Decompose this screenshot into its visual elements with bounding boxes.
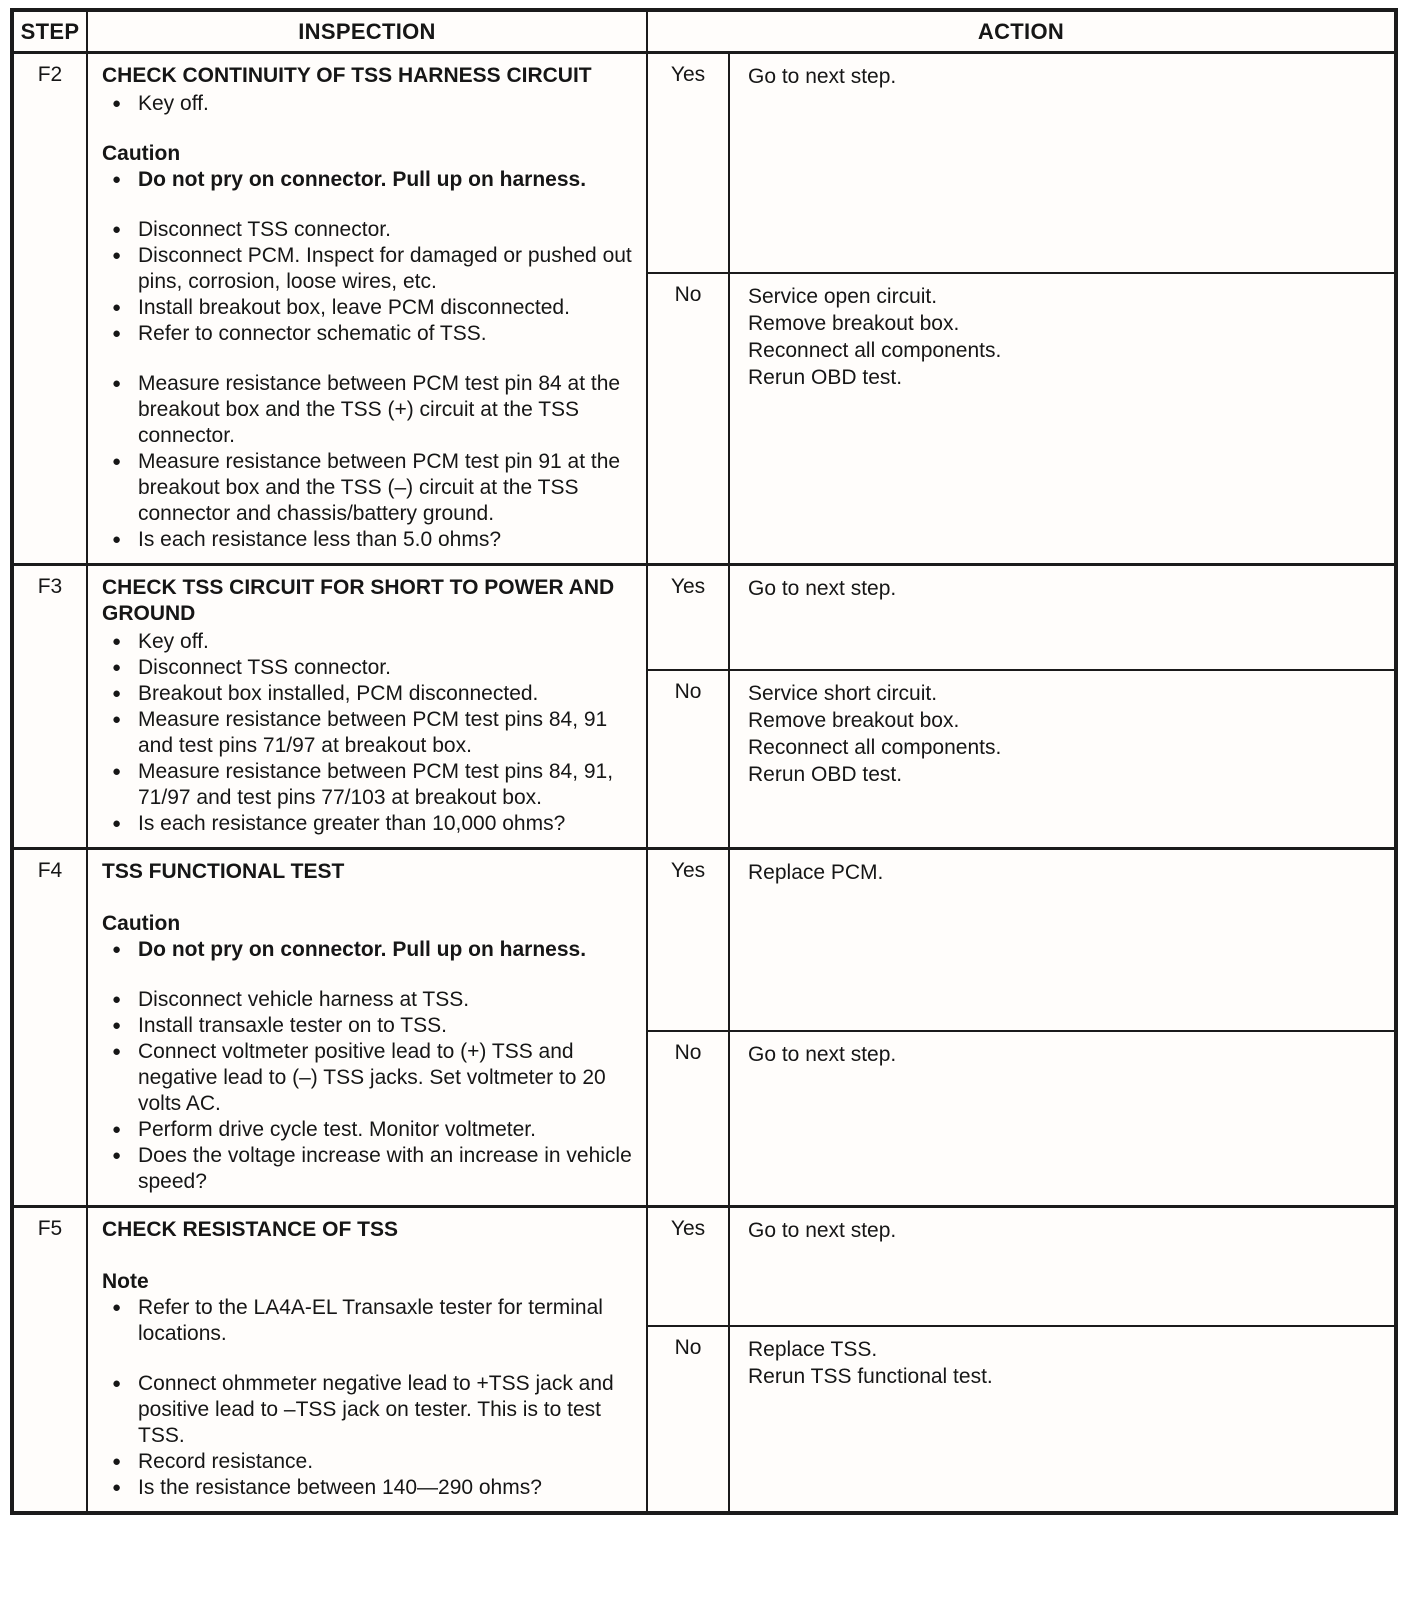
bullet-text: Is each resistance less than 5.0 ohms? bbox=[138, 528, 502, 551]
bullet-text: Do not pry on connector. Pull up on harness. bbox=[138, 168, 587, 191]
bullet-item bbox=[98, 1013, 636, 1039]
bullet-text: Disconnect TSS connector. bbox=[138, 656, 391, 679]
bullet-item bbox=[98, 987, 636, 1013]
action-subrow-no bbox=[648, 1030, 1394, 1205]
step-cell: F5 bbox=[14, 1208, 88, 1511]
action-text bbox=[730, 850, 1394, 1030]
action-subrow-yes bbox=[648, 566, 1394, 669]
bullet-text: Is each resistance greater than 10,000 ohms? bbox=[138, 812, 566, 835]
bullet-icon: ● bbox=[112, 1121, 122, 1138]
bullet-item bbox=[98, 243, 636, 295]
action-line: Reconnect all components. bbox=[748, 736, 1002, 760]
bullet-item bbox=[98, 321, 636, 347]
bullet-icon: ● bbox=[112, 1043, 122, 1060]
step-cell: F4 bbox=[14, 850, 88, 1205]
answer-label: No bbox=[648, 274, 730, 563]
bullet-icon: ● bbox=[112, 1453, 122, 1470]
bullet-icon: ● bbox=[112, 299, 122, 316]
action-subrow-no bbox=[648, 272, 1394, 563]
step-cell: F2 bbox=[14, 54, 88, 563]
bullet-text: Disconnect TSS connector. bbox=[138, 218, 391, 241]
bullet-icon: ● bbox=[112, 711, 122, 728]
bullet-item bbox=[98, 371, 636, 449]
answer-label: Yes bbox=[648, 54, 730, 272]
bullet-icon: ● bbox=[112, 375, 122, 392]
inspection-cell bbox=[88, 850, 648, 1205]
inspection-title: TSS FUNCTIONAL TEST bbox=[102, 860, 345, 883]
action-line: Rerun OBD test. bbox=[748, 763, 903, 787]
answer-label: Yes bbox=[648, 1208, 730, 1325]
answer-label: Yes bbox=[648, 566, 730, 669]
spacer bbox=[98, 963, 636, 987]
bullet-text: Does the voltage increase with an increase in vehicle speed? bbox=[138, 1144, 632, 1193]
bullet-item bbox=[98, 167, 636, 193]
inspection-subtitle: Caution bbox=[102, 142, 181, 165]
action-subrow-yes bbox=[648, 850, 1394, 1030]
bullet-item bbox=[98, 1295, 636, 1347]
bullet-icon: ● bbox=[112, 633, 122, 650]
action-line: Replace TSS. bbox=[748, 1338, 878, 1362]
bullet-icon: ● bbox=[112, 659, 122, 676]
bullet-text: Is the resistance between 140—290 ohms? bbox=[138, 1476, 542, 1499]
table-row bbox=[14, 847, 1394, 1205]
header-step: STEP bbox=[14, 12, 88, 51]
bullet-icon: ● bbox=[112, 325, 122, 342]
bullet-icon: ● bbox=[112, 941, 122, 958]
bullet-icon: ● bbox=[112, 531, 122, 548]
bullet-item bbox=[98, 681, 636, 707]
bullet-icon: ● bbox=[112, 685, 122, 702]
bullet-text: Perform drive cycle test. Monitor voltmeter. bbox=[138, 1118, 536, 1141]
bullet-item bbox=[98, 1371, 636, 1449]
bullet-item bbox=[98, 527, 636, 553]
inspection-cell bbox=[88, 566, 648, 847]
action-text bbox=[730, 671, 1394, 847]
action-line: Go to next step. bbox=[748, 65, 897, 88]
spacer bbox=[98, 193, 636, 217]
bullet-item bbox=[98, 217, 636, 243]
bullet-item bbox=[98, 1117, 636, 1143]
action-subrow-yes bbox=[648, 1208, 1394, 1325]
header-action: ACTION bbox=[977, 19, 1065, 44]
table-row bbox=[14, 51, 1394, 563]
spacer bbox=[98, 347, 636, 371]
bullet-item bbox=[98, 811, 636, 837]
action-line: Reconnect all components. bbox=[748, 339, 1002, 363]
inspection-title: CHECK CONTINUITY OF TSS HARNESS CIRCUIT bbox=[102, 64, 592, 87]
bullet-text: Measure resistance between PCM test pin 91 at the breakout box and the TSS (–) circuit at the TSS connector and chassis/battery ground. bbox=[138, 450, 621, 525]
bullet-item bbox=[98, 1449, 636, 1475]
action-line: Remove breakout box. bbox=[748, 709, 960, 733]
bullet-text: Key off. bbox=[138, 630, 209, 653]
bullet-icon: ● bbox=[112, 171, 122, 188]
bullet-icon: ● bbox=[112, 1375, 122, 1392]
bullet-icon: ● bbox=[112, 453, 122, 470]
spacer bbox=[98, 1347, 636, 1371]
bullet-item bbox=[98, 449, 636, 527]
bullet-icon: ● bbox=[112, 221, 122, 238]
action-text bbox=[730, 1032, 1394, 1205]
bullet-text: Record resistance. bbox=[138, 1450, 314, 1473]
bullet-text: Disconnect vehicle harness at TSS. bbox=[138, 988, 470, 1011]
diagnostic-table bbox=[10, 8, 1398, 1515]
action-subrow-yes bbox=[648, 54, 1394, 272]
action-line: Rerun TSS functional test. bbox=[748, 1365, 993, 1389]
bullet-icon: ● bbox=[112, 1299, 122, 1316]
table-body bbox=[14, 51, 1394, 1511]
bullet-text: Breakout box installed, PCM disconnected. bbox=[138, 682, 539, 705]
bullet-item bbox=[98, 1475, 636, 1501]
action-text bbox=[730, 566, 1394, 669]
inspection-title: CHECK RESISTANCE OF TSS bbox=[102, 1218, 398, 1241]
table-row bbox=[14, 563, 1394, 847]
action-cell bbox=[648, 54, 1394, 563]
spacer bbox=[98, 117, 636, 141]
bullet-item bbox=[98, 1143, 636, 1195]
action-text bbox=[730, 54, 1394, 272]
bullet-icon: ● bbox=[112, 247, 122, 264]
action-line: Rerun OBD test. bbox=[748, 366, 903, 390]
bullet-item bbox=[98, 759, 636, 811]
bullet-item bbox=[98, 295, 636, 321]
bullet-item bbox=[98, 707, 636, 759]
action-line: Service open circuit. bbox=[748, 285, 938, 309]
action-line: Remove breakout box. bbox=[748, 312, 960, 336]
table-row bbox=[14, 1205, 1394, 1511]
bullet-text: Measure resistance between PCM test pin 84 at the breakout box and the TSS (+) circuit at the TSS connector. bbox=[138, 372, 621, 447]
action-cell bbox=[648, 850, 1394, 1205]
bullet-text: Measure resistance between PCM test pins 84, 91, 71/97 and test pins 77/103 at breakout box. bbox=[138, 760, 614, 809]
table-header-row bbox=[14, 12, 1394, 51]
bullet-item bbox=[98, 937, 636, 963]
action-subrow-no bbox=[648, 669, 1394, 847]
bullet-item bbox=[98, 91, 636, 117]
bullet-text: Install breakout box, leave PCM disconnected. bbox=[138, 296, 570, 319]
bullet-icon: ● bbox=[112, 95, 122, 112]
bullet-icon: ● bbox=[112, 763, 122, 780]
action-line: Service short circuit. bbox=[748, 682, 938, 706]
inspection-cell bbox=[88, 1208, 648, 1511]
bullet-text: Refer to the LA4A-EL Transaxle tester for terminal locations. bbox=[138, 1296, 603, 1345]
bullet-icon: ● bbox=[112, 1147, 122, 1164]
bullet-text: Install transaxle tester on to TSS. bbox=[138, 1014, 447, 1037]
answer-label: No bbox=[648, 1327, 730, 1511]
spacer bbox=[98, 887, 636, 911]
header-inspection: INSPECTION bbox=[88, 12, 648, 51]
step-cell: F3 bbox=[14, 566, 88, 847]
answer-label: Yes bbox=[648, 850, 730, 1030]
inspection-subtitle: Caution bbox=[102, 912, 181, 935]
bullet-icon: ● bbox=[112, 1479, 122, 1496]
bullet-item bbox=[98, 629, 636, 655]
bullet-text: Measure resistance between PCM test pins 84, 91 and test pins 71/97 at breakout box. bbox=[138, 708, 608, 757]
action-text bbox=[730, 1208, 1394, 1325]
bullet-text: Do not pry on connector. Pull up on harness. bbox=[138, 938, 587, 961]
bullet-text: Connect voltmeter positive lead to (+) TSS and negative lead to (–) TSS jacks. Set voltmeter to 20 volts AC. bbox=[138, 1040, 606, 1115]
bullet-icon: ● bbox=[112, 1017, 122, 1034]
bullet-icon: ● bbox=[112, 991, 122, 1008]
bullet-text: Disconnect PCM. Inspect for damaged or pushed out pins, corrosion, loose wires, etc. bbox=[138, 244, 632, 293]
action-line: Replace PCM. bbox=[748, 861, 884, 884]
spacer bbox=[98, 1245, 636, 1269]
bullet-text: Key off. bbox=[138, 92, 209, 115]
action-line: Go to next step. bbox=[748, 1043, 897, 1067]
inspection-cell bbox=[88, 54, 648, 563]
bullet-text: Refer to connector schematic of TSS. bbox=[138, 322, 487, 345]
bullet-text: Connect ohmmeter negative lead to +TSS jack and positive lead to –TSS jack on tester. This is to test TSS. bbox=[138, 1372, 614, 1447]
bullet-item bbox=[98, 1039, 636, 1117]
bullet-icon: ● bbox=[112, 815, 122, 832]
action-line: Go to next step. bbox=[748, 577, 897, 600]
action-cell bbox=[648, 1208, 1394, 1511]
bullet-item bbox=[98, 655, 636, 681]
action-text bbox=[730, 274, 1394, 563]
inspection-title: CHECK TSS CIRCUIT FOR SHORT TO POWER AND GROUND bbox=[102, 576, 615, 625]
answer-label: No bbox=[648, 1032, 730, 1205]
action-subrow-no bbox=[648, 1325, 1394, 1511]
inspection-subtitle: Note bbox=[102, 1270, 149, 1293]
action-cell bbox=[648, 566, 1394, 847]
answer-label: No bbox=[648, 671, 730, 847]
action-text bbox=[730, 1327, 1394, 1511]
action-line: Go to next step. bbox=[748, 1219, 897, 1242]
